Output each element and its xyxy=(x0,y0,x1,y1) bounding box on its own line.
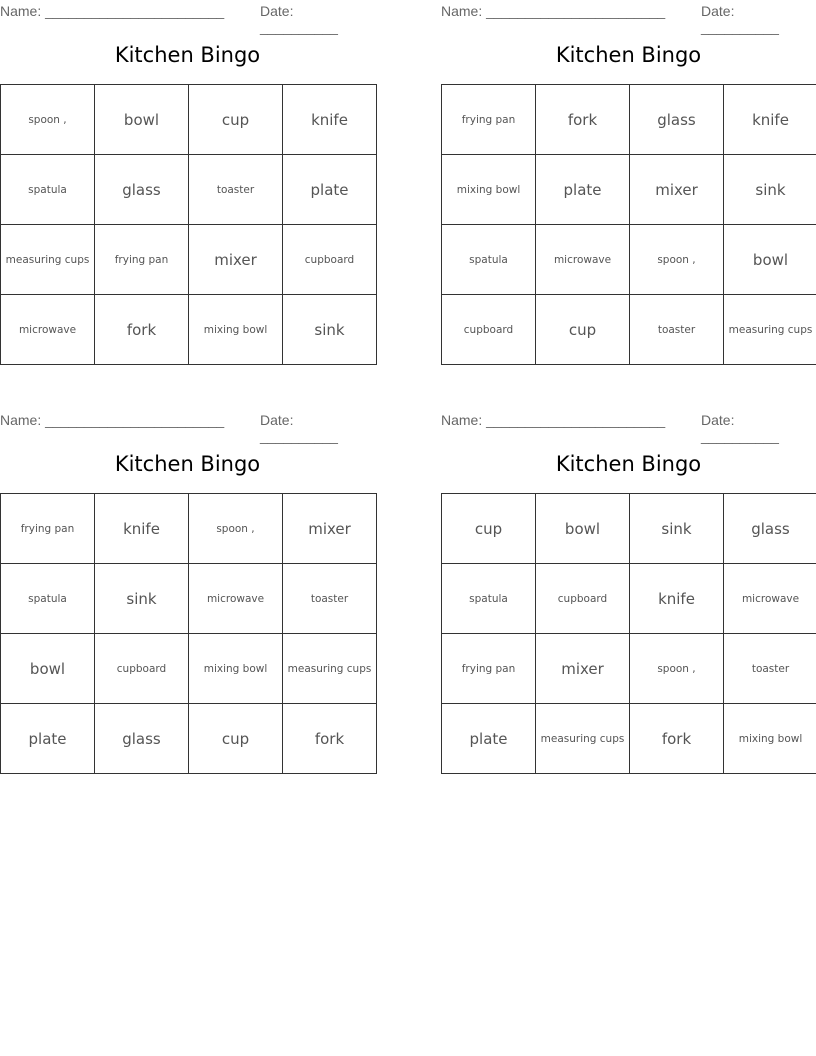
bingo-cell: cupboard xyxy=(283,225,377,295)
bingo-cell: mixing bowl xyxy=(189,295,283,365)
bingo-cell: glass xyxy=(95,704,189,774)
bingo-cell: measuring cups xyxy=(283,634,377,704)
bingo-cell: spatula xyxy=(442,564,536,634)
bingo-cell: plate xyxy=(1,704,95,774)
name-field-label: Name: _______________________ xyxy=(441,412,666,428)
bingo-cell: toaster xyxy=(724,634,816,704)
bingo-cell: sink xyxy=(630,494,724,564)
card-title: Kitchen Bingo xyxy=(114,43,261,67)
bingo-cell: spatula xyxy=(442,225,536,295)
card-header xyxy=(441,1,816,35)
bingo-cell: fork xyxy=(95,295,189,365)
bingo-cell: frying pan xyxy=(95,225,189,295)
bingo-cell: mixing bowl xyxy=(724,704,816,774)
bingo-card-4 xyxy=(441,410,816,773)
bingo-cell: bowl xyxy=(724,225,816,295)
bingo-cell: sink xyxy=(724,155,816,225)
bingo-cell: knife xyxy=(283,85,377,155)
bingo-cell: knife xyxy=(724,85,816,155)
bingo-cell: bowl xyxy=(1,634,95,704)
bingo-cell: mixing bowl xyxy=(442,155,536,225)
grid-row xyxy=(1,155,377,225)
bingo-cell: spoon , xyxy=(630,225,724,295)
bingo-grid xyxy=(0,493,377,774)
bingo-cell: measuring cups xyxy=(724,295,816,365)
bingo-cell: cup xyxy=(189,704,283,774)
bingo-cell: toaster xyxy=(189,155,283,225)
bingo-cell: cup xyxy=(442,494,536,564)
name-field-label: Name: _______________________ xyxy=(0,3,225,19)
bingo-cell: cup xyxy=(536,295,630,365)
card-title: Kitchen Bingo xyxy=(555,43,702,67)
grid-row xyxy=(1,564,377,634)
bingo-cell: cupboard xyxy=(95,634,189,704)
bingo-cell: cup xyxy=(189,85,283,155)
date-field-label: Date: __________ xyxy=(260,3,338,35)
bingo-cell: spoon , xyxy=(189,494,283,564)
date-field-label: Date: __________ xyxy=(260,412,338,444)
bingo-cell: microwave xyxy=(189,564,283,634)
grid-row xyxy=(1,85,377,155)
bingo-cell: microwave xyxy=(536,225,630,295)
card-title: Kitchen Bingo xyxy=(114,452,261,476)
grid-row xyxy=(442,634,816,704)
bingo-card-3 xyxy=(0,410,375,773)
bingo-cell: measuring cups xyxy=(536,704,630,774)
bingo-cell: mixer xyxy=(283,494,377,564)
bingo-cell: toaster xyxy=(283,564,377,634)
bingo-grid xyxy=(441,493,816,774)
bingo-cell: spatula xyxy=(1,564,95,634)
card-header xyxy=(0,1,375,35)
grid-row xyxy=(442,225,816,295)
bingo-cell: glass xyxy=(95,155,189,225)
grid-row xyxy=(442,564,816,634)
bingo-grid xyxy=(0,84,377,365)
bingo-cell: frying pan xyxy=(442,85,536,155)
card-header xyxy=(0,410,375,444)
bingo-cell: glass xyxy=(724,494,816,564)
bingo-cell: frying pan xyxy=(442,634,536,704)
card-title: Kitchen Bingo xyxy=(555,452,702,476)
bingo-cell: microwave xyxy=(724,564,816,634)
card-header xyxy=(441,410,816,444)
bingo-cell: mixer xyxy=(189,225,283,295)
bingo-cell: knife xyxy=(630,564,724,634)
bingo-cell: sink xyxy=(283,295,377,365)
name-field-label: Name: _______________________ xyxy=(0,412,225,428)
grid-row xyxy=(1,634,377,704)
grid-row xyxy=(442,295,816,365)
name-field-label: Name: _______________________ xyxy=(441,3,666,19)
bingo-cell: measuring cups xyxy=(1,225,95,295)
bingo-cell: bowl xyxy=(536,494,630,564)
grid-row xyxy=(1,704,377,774)
bingo-card-1 xyxy=(0,1,375,364)
grid-row xyxy=(442,704,816,774)
bingo-cell: plate xyxy=(536,155,630,225)
bingo-cell: mixing bowl xyxy=(189,634,283,704)
bingo-cell: spoon , xyxy=(1,85,95,155)
bingo-cell: mixer xyxy=(630,155,724,225)
bingo-cell: sink xyxy=(95,564,189,634)
bingo-card-2 xyxy=(441,1,816,364)
date-field-label: Date: __________ xyxy=(701,3,779,35)
bingo-cell: glass xyxy=(630,85,724,155)
bingo-cell: plate xyxy=(283,155,377,225)
grid-row xyxy=(442,494,816,564)
bingo-cell: cupboard xyxy=(442,295,536,365)
bingo-grid xyxy=(441,84,816,365)
bingo-cell: microwave xyxy=(1,295,95,365)
bingo-cell: knife xyxy=(95,494,189,564)
bingo-cell: spatula xyxy=(1,155,95,225)
bingo-cell: fork xyxy=(536,85,630,155)
grid-row xyxy=(1,295,377,365)
bingo-cell: frying pan xyxy=(1,494,95,564)
bingo-cell: mixer xyxy=(536,634,630,704)
bingo-cell: plate xyxy=(442,704,536,774)
grid-row xyxy=(442,85,816,155)
bingo-cell: fork xyxy=(630,704,724,774)
bingo-cell: bowl xyxy=(95,85,189,155)
bingo-cell: cupboard xyxy=(536,564,630,634)
date-field-label: Date: __________ xyxy=(701,412,779,444)
grid-row xyxy=(1,494,377,564)
grid-row xyxy=(1,225,377,295)
bingo-cell: fork xyxy=(283,704,377,774)
bingo-cell: toaster xyxy=(630,295,724,365)
bingo-cell: spoon , xyxy=(630,634,724,704)
grid-row xyxy=(442,155,816,225)
